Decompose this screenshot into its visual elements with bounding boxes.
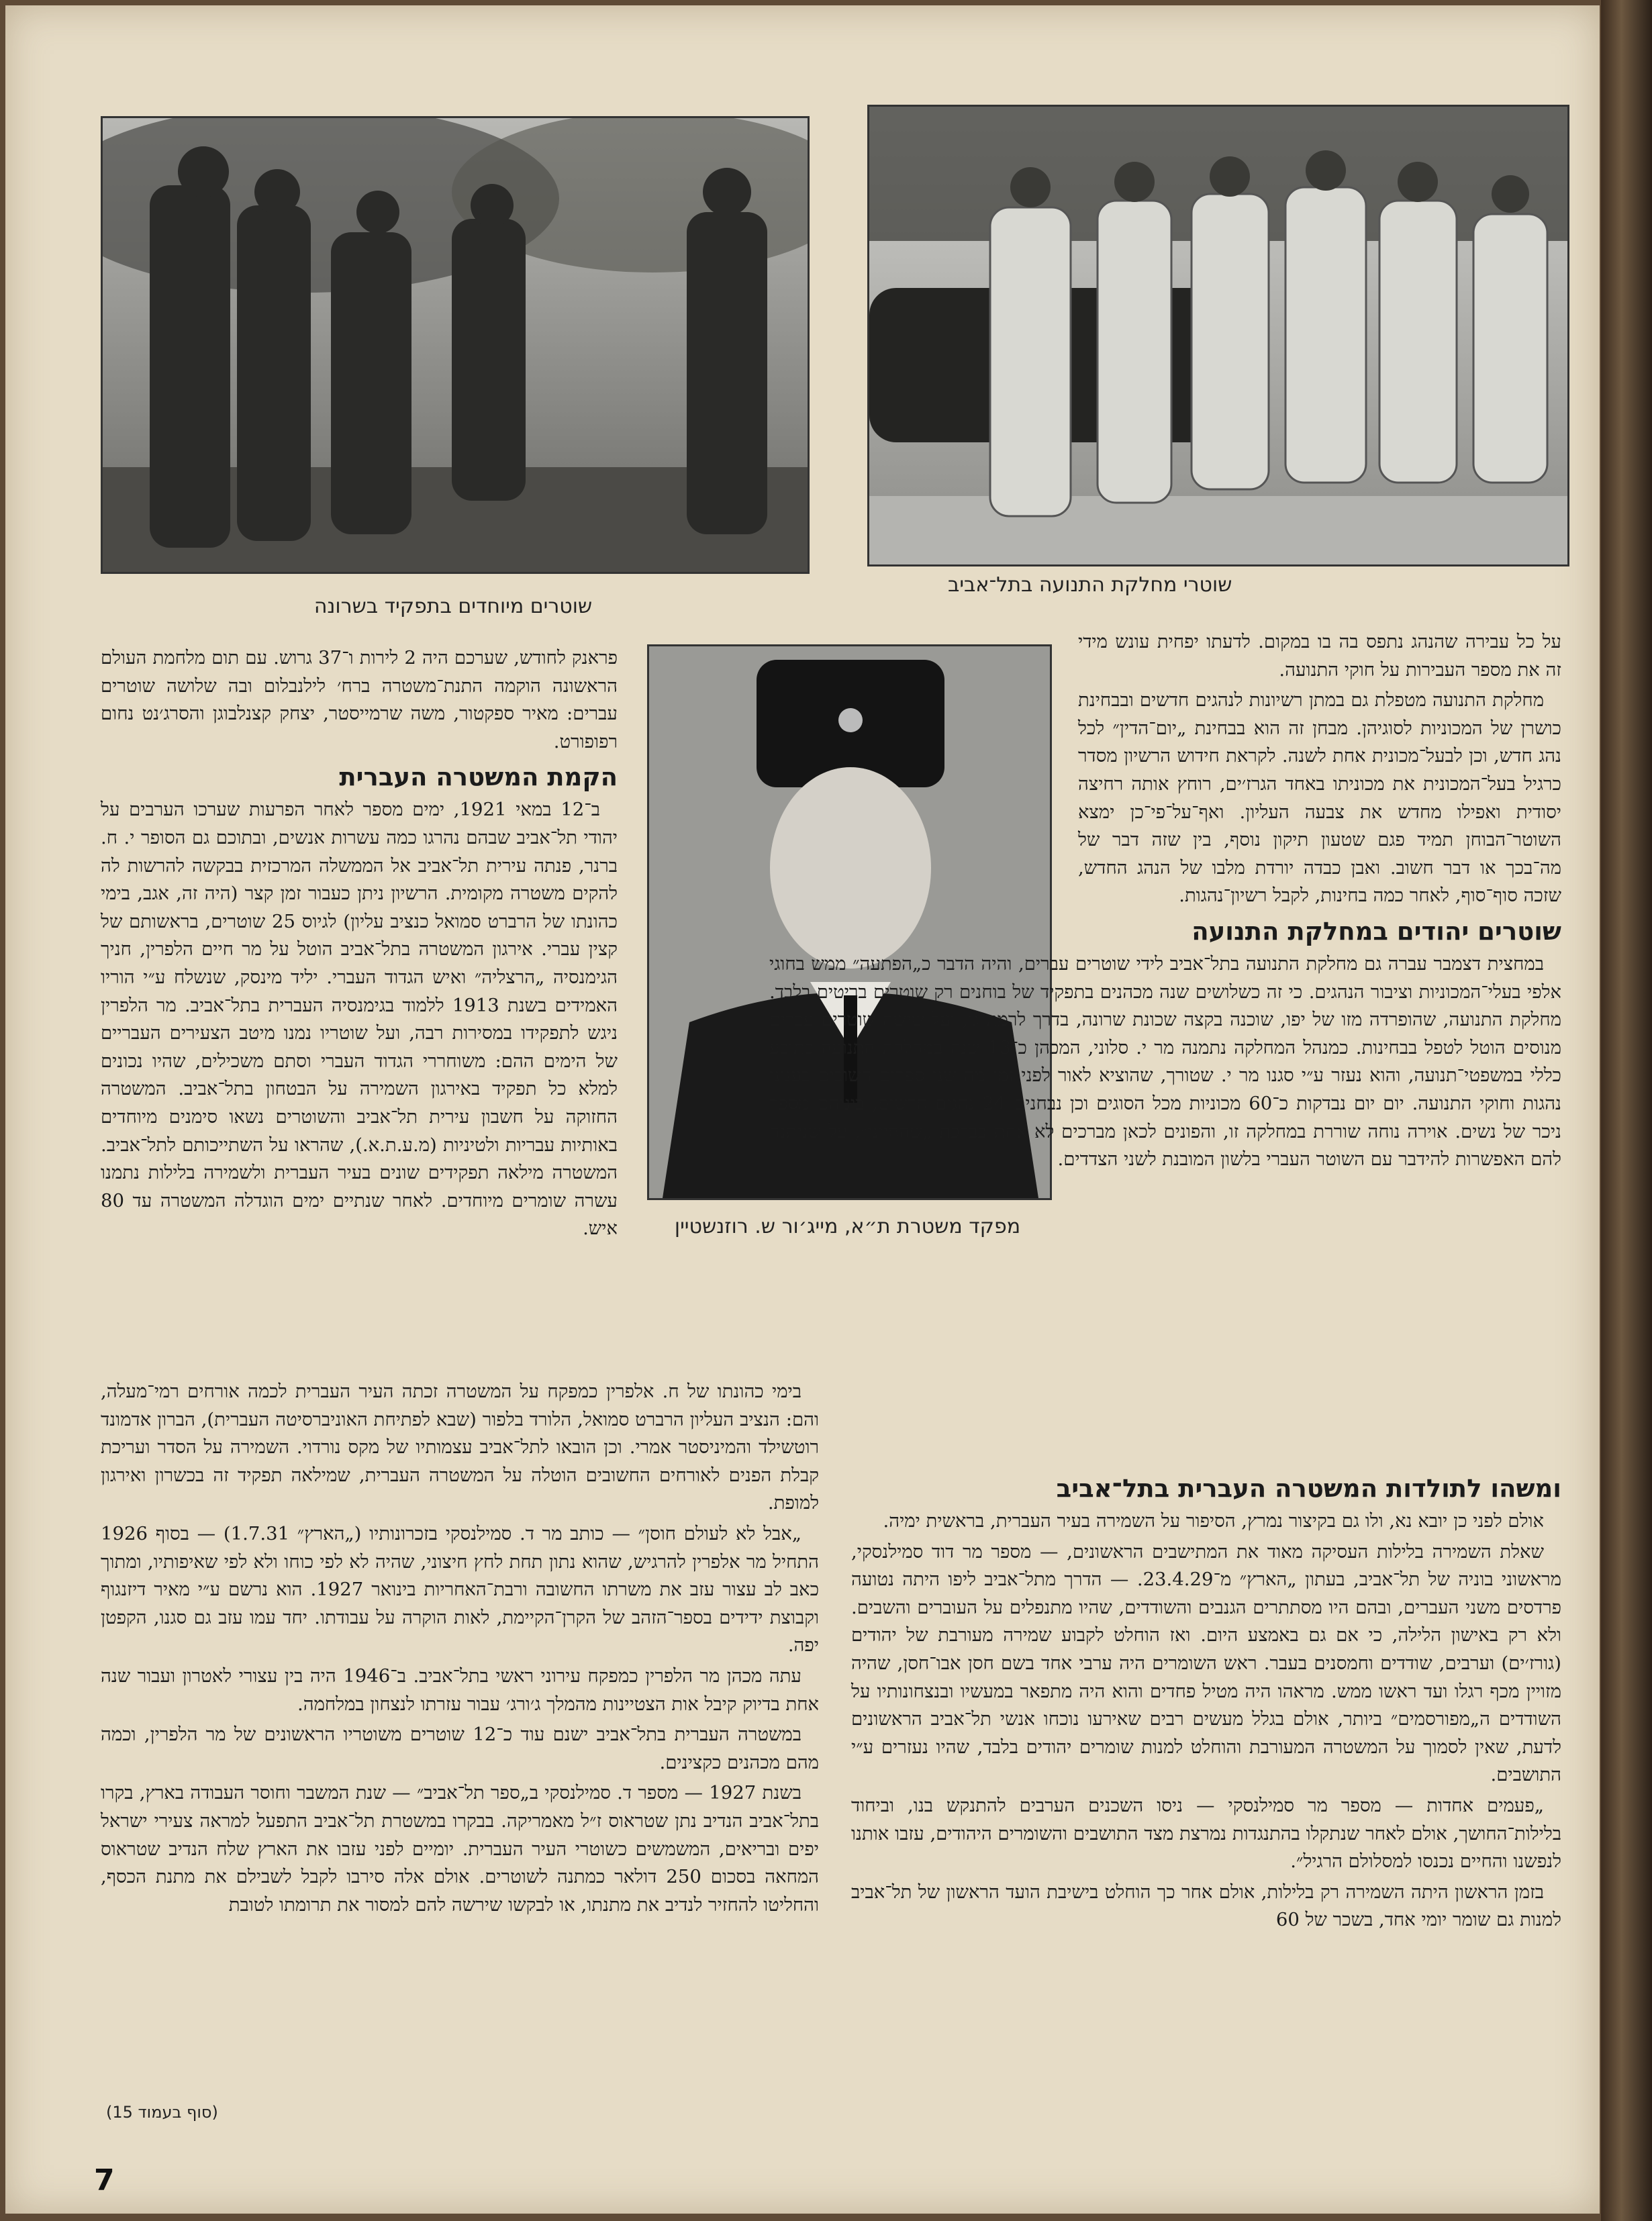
article-right-column bbox=[769, 628, 1562, 1177]
section-heading-jewish-traffic-police: שוטרים יהודים במחלקת התנועה bbox=[1192, 916, 1561, 946]
article-left-column-lower bbox=[101, 1378, 819, 1922]
article-left-column-top bbox=[101, 644, 618, 1246]
paragraph: ב־12 במאי 1921, ימים מספר לאחר הפרעות שערכו הערבים על יהודי תל־אביב שבהם נהרגו כמה עשרות אנשים, ובתוכם גם הסופר י. ח. ברנר, פנתה עירית תל־אביב אל הממשלה המרכזית בבקשה להרשות לה להקים משטרה מקומית. הרשיון ניתן כעבור זמן קצר (היה זה, אגב, בימי כהונתו של הרברט סמואל כנציב עליון) לגיוס 25 שוטרים, בראשותם של קצין עברי. אירגון המשטרה בתל־אביב הוטל על מר חיים הלפרין, חניך הגימנסיה „הרצליה״ ואיש הגדוד העברי. יליד מינסק, שנשלח ע״י הוריו האמידים בשנת 1913 ללמוד בגימנסיה העברית בתל־אביב. מר הלפרין ניגש לתפקידו במסירות רבה, ועל שוטריו נמנו מיטב הצעירים העבריים של הימים ההם: משוחררי הגדוד העברי וסתם משכילים, שהיו נכונים למלא כל תפקיד באירגון השמירה על הבטחון בתל־אביב. המשטרה החזוקה על חשבון עירית תל־אביב והשוטרים נשאו סימנים מיוחדים באותיות עבריות ולטיניות (מ.ע.ת.א.), שהראו על השתייכותם לתל־אביב. המשטרה מילאה תפקידים שונים בעיר העברית ולשמירה בלילות נתמנו עשרה שומרים מיוחדים. לאחר שנתיים ימים הוגדלה המשטרה עד 80 איש. bbox=[101, 799, 618, 1240]
photo-special-police-sharona bbox=[101, 116, 810, 574]
paragraph: בשנת 1927 — מספר ד. סמילנסקי ב„ספר תל־אביב״ — שנת המשבר וחוסר העבודה בארץ, בקרו בתל־אביב הנדיב נתן שטראוס ז״ל מאמריקה. בבקרו במשטרת תל־אביב התפעל למראה צעירי ישראל יפים ובריאים, המשמשים כשוטרי העיר העברית. יומיים לפני עזבו את הארץ שלח הנדיב שטראוס המחאה בסכום 250 דולאר כמתנה לשוטרים. אולם אלה סירבו לקבל לשבילם את מתנת הכסף, והחליטו להחזיר לנדיב את מתנתו, או לבקשו שירשה להם למסור את תרומתו לטובת bbox=[101, 1782, 819, 1916]
magazine-page bbox=[5, 5, 1600, 2214]
section-heading-police-history: ומשהו לתולדות המשטרה העברית בתל־אביב bbox=[1056, 1474, 1561, 1503]
paragraph: במשטרה העברית בתל־אביב ישנם עוד כ־12 שוטרים משוטריו הראשונים של מר הלפרין, וכמה מהם מכהנים כקצינים. bbox=[101, 1724, 819, 1773]
paragraph: אולם לפני כן יובא נא, ולו גם בקיצור נמרץ, הסיפור על השמירה בעיר העברית, בראשית ימיה. bbox=[883, 1510, 1544, 1532]
paragraph: בימי כהונתו של ח. אלפרין כמפקח על המשטרה זכתה העיר העברית לכמה אורחים רמי־מעלה, והם: הנציב העליון הרברט סמואל, הלורד בלפור (שבא לפתיחת האוניברסיטה העברית), הברון אדמונד רוטשילד והמיניסטר אמרי. וכן הובאו לתל־אביב עצמותיו של מקס נורדוי. השמירה על הסדר ועריכת קבלת הפנים לאורחים החשובים הוטלה על המשטרה העברית, שמילאה תפקיד זה בכשרון ואירגון למופת. bbox=[101, 1381, 819, 1514]
paragraph: על כל עבירה שהנהג נתפס בה בו במקום. לדעתו יפחית עונש מידי זה את מספר העבירות על חוקי התנועה. bbox=[1078, 631, 1561, 681]
paragraph: פראנק לחודש, שערכם היה 2 לירות ו־37 גרוש. עם תום מלחמת העולם הראשונה הוקמה התנת־משטרה ברח׳ לילנבלום ובה שלושה שוטרים עברים: מאיר ספקטור, משה שרמייסטר, יצחק קצנלבוגן והסרג׳נט נחום רפופורט. bbox=[101, 647, 618, 752]
paragraph: עתה מכהן מר הלפרין כמפקח עירוני ראשי בתל־אביב. ב־1946 היה בין עצורי לאטרון ועבור שנה אחת בדיוק קיבל אות הצטיינות מהמלך ג׳ורג׳ עבור עזרתו לנצחון במלחמה. bbox=[101, 1665, 819, 1715]
photo-caption-sharona: שוטרים מיוחדים בתפקיד בשרונה bbox=[313, 595, 593, 618]
paragraph: „פעמים אחדות — מספר מר סמילנסקי — ניסו השכנים הערבים להתנקש בנו, וביחוד בלילות־החושך, אולם לאחר שנתקלו בהתנגדות נמרצת מצד התושבים והשומרים היהודים, עזבו אותנו לנפשנו והחיים נכנסו למסלולם הרגיל״. bbox=[851, 1794, 1561, 1873]
photo-caption-commander: מפקד משטרת ת״א, מייג׳ור ש. רוזנשטיין bbox=[674, 1215, 1021, 1238]
paragraph: בזמן הראשון היתה השמירה רק בלילות, אולם אחר כך הוחלט בישיבת הועד הראשון של תל־אביב למנות גם שומר יומי אחד, בשכר של 60 bbox=[851, 1881, 1561, 1931]
paragraph: מחלקת התנועה מטפלת גם במתן רשיונות לנהגים חדשים ובבחינת כושרן של המכוניות לסוגיהן. מבחן זה הוא בבחינת „יום־הדין״ לכל נהג חדש, וכן לבעל־מכונית אחת לשנה. לקראת חידוש הרשיון מסדר כרגיל בעל־המכונית את מכוניתו באחד הגרז׳ים, רוחץ אותה רחיצה יסודית ואפילו מחדש את צבעה העליון. ואף־על־פי־כן ימצא השוטר־הבוחן תמיד פגם שטעון תיקון נוסף, בין שזה דבר של מה־בכך או דבר חשוב. ואבן כבדה יורדת מלבו של הנהג החדש, שזכה סוף־סוף, לאחר כמה בחינות, לקבל רשיון־נהגות. bbox=[1078, 689, 1561, 907]
article-right-column-lower bbox=[851, 1467, 1561, 1937]
page-number: 7 bbox=[94, 2163, 115, 2198]
section-heading-founding-police: הקמת המשטרה העברית bbox=[339, 762, 618, 792]
continued-on-page-note: (סוף בעמוד 15) bbox=[106, 2103, 218, 2122]
paragraph: שאלת השמירה בלילות העסיקה מאוד את המתישבים הראשונים, — מספר מר דוד סמילנסקי, מראשוני בוניה של תל־אביב, בעתון „הארץ״ מ־23.4.29. — הדרך מתל־אביב ליפו היתה נטועה פרדסים משני העברים, ובהם היו מסתתרים הגנבים והשודדים, שהיו מתנפלים על העוברים והשבים. ולא רק באישון הלילה, כי אם גם באמצע היום. ואז הוחלט לקבוע שמירה מעורבת של יהודים (גורז׳ים) וערבים, שודדים וחמסנים בעבר. ראש השומרים היה ערבי אחד בשם חסן אבו־חסן, שהיה מזויין מכף רגלו ועד ראשו ממש. מראהו היה מטיל פחדים והוא היה מתפאר במעשיו ובנצחונותיו על השודדים ה„מפורסמים״ ביותר, אולם בגלל מעשים רבים שאירעו נוכחו אנשי תל־אביב הראשונים לדעת, שאין לסמוך על המשטרה המעורבת והוחלט למנות שומרים יהודים בלבד, שהיו נעזרים ע״י התושבים. bbox=[851, 1540, 1561, 1786]
photo-caption-traffic-officers: שוטרי מחלקת התנועה בתל־אביב bbox=[948, 573, 1232, 597]
paragraph: „אבל לא לעולם חוסן״ — כותב מר ד. סמילנסקי בזכרונותיו („הארץ״ 1.7.31) — בסוף 1926 התחיל מר אלפרין להרגיש, שהוא נתון תחת לחץ חיצוני, שהיה לא לפי כוחו ולא לפי שאיפותיו, ומתוך כאב לב עצור עזב את משרתו החשובה ורבת־האחריות בינואר 1927. הוא נרשם ע״י מאיר דיזנגוף וקבוצת ידידים בספר־הזהב של הקרן־הקיימת, לאות הוקרה על עבודתו. יחד עמו עזב גם סגנו, הקפטן יפה. bbox=[101, 1522, 820, 1657]
photo-traffic-department-officers bbox=[867, 105, 1569, 566]
book-spine bbox=[1601, 0, 1652, 2221]
paragraph: במחצית דצמבר עברה גם מחלקת התנועה בתל־אביב לידי שוטרים עברים, והיה הדבר כ„הפתעה״ ממש בחוגי אלפי בעלי־המכוניות וציבור הנהגים. כי זה כשלושים שנה מכהנים בתפקיד של בוחנים רק שוטרים בריטים בלבד. מחלקת התנועה, שהופרדה מזו של יפו, שוכנה בקצה שכונת שרונה, בדרך לרמת־גן, ועל שישה שוטרים עברים מנוסים הוטל לטפל בבחינות. כמנהל המחלקה נתמנה מר י. סלוני, המכהן כ־13 שנה במחלקת התנועה כתובע כללי במשפטי־תנועה, והוא נעזר ע״י סגנו מר י. שטורך, שהוציא לאור לפני זמן מה שני ספרים חשובים בעניני נהגות וחוקי התנועה. יום יום נבדקות כ־60 מכוניות מכל הסוגים וכן נבחנים 24 נהגים חדשים, ביניהם מספר ניכר של נשים. אוירה נוחה שוררת במחלקה זו, והפונים לכאן מברכים לא אחת בברכת „שהחיינו״, על שניתנה להם האפשרות להידבר עם השוטר העברי בלשון המובנת לשני הצדדים. bbox=[769, 952, 1562, 1171]
